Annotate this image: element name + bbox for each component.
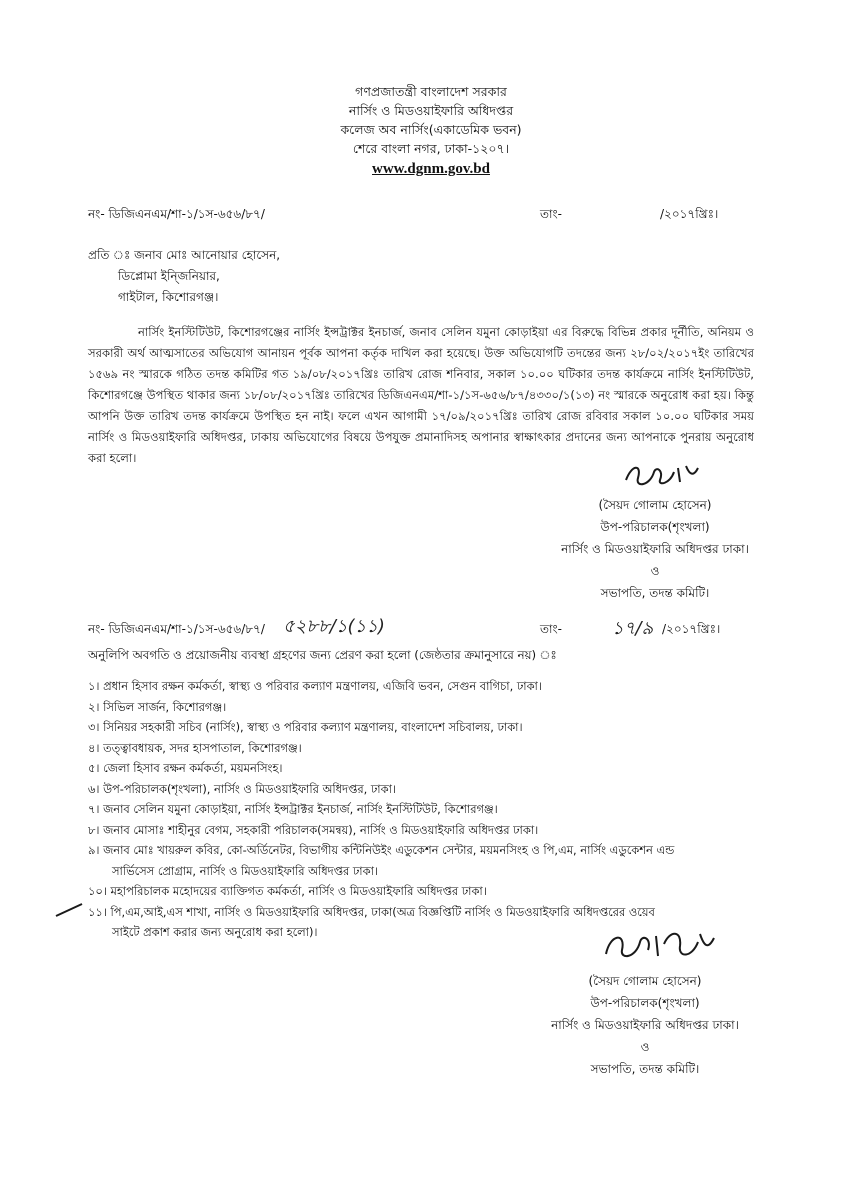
- list-item: ২। সিভিল সার্জন, কিশোরগঞ্জ।: [88, 699, 227, 714]
- memo2-date-label: তাং-: [540, 622, 562, 636]
- signatory-name: (সৈয়দ গোলাম হোসেন): [598, 498, 712, 512]
- signatory-role: সভাপতি, তদন্ত কমিটি।: [590, 1062, 700, 1076]
- list-item: ১। প্রধান হিসাব রক্ষন কর্মকর্তা, স্বাস্থ্য ও পরিবার কল্যাণ মন্ত্রণালয়, এজিবি ভবন, সেগুন বাগিচা, ঢাকা।: [88, 679, 542, 693]
- memo-ref: নং- ডিজিএনএম/শা-১/১স-৬৫৬/৮৭/: [88, 207, 265, 221]
- address: শেরে বাংলা নগর, ঢাকা-১২০৭।: [352, 141, 510, 156]
- check-mark: [52, 898, 92, 922]
- copy-distribution-heading: অনুলিপি অবগতি ও প্রয়োজনীয় ব্যবস্থা গ্রহণের জন্য প্রেরণ করা হলো (জেষ্ঠতার ক্রমানুসারে নয়) ঃ: [88, 648, 557, 662]
- list-item: ৫। জেলা হিসাব রক্ষন কর্মকর্তা, ময়মনসিংহ।: [88, 761, 283, 775]
- signature-mark: [620, 458, 710, 492]
- recipient-block: [88, 245, 280, 308]
- memo2-handwritten-ref: ৫২৮৮/১(১১): [283, 616, 385, 637]
- list-item: ৬। উপ-পরিচালক(শৃংখলা), নার্সিং ও মিডওয়াইফারি অধিদপ্তর, ঢাকা।: [88, 781, 396, 796]
- conjunction: ও: [640, 1040, 650, 1054]
- website-link[interactable]: www.dgnm.gov.bd: [372, 161, 490, 177]
- letter-body: নার্সিং ইনস্টিটিউট, কিশোরগঞ্জের নার্সিং ইন্সট্রাক্টর ইনচার্জ, জনাব সেলিন যমুনা কোড়াইয়া এর বিরুদ্ধে বিভিন্ন প্রকার দূর্নীতি, অনিয়ম ও সরকারী অর্থ আত্মসাতের অভিযোগ আনায়ন পূর্বক আপনা কর্তৃক দাখিল করা হয়েছে। উক্ত অভিযোগটি তদন্তের জন্য ২৮/০২/২০১৭ইং তারিখের ১৫৬৯ নং স্মারকে গঠিত তদন্ত কমিটির গত ১৯/০৮/২০১৭খ্রিঃ তারিখ রোজ শনিবার, সকাল ১০.০০ ঘটিকার তদন্ত কার্যক্রমে নার্সিং ইনস্টিটিউট, কিশোরগঞ্জে উপস্থিত থাকার জন্য ১৮/০৮/২০১৭খ্রিঃ তারিখের ডিজিএনএম/শা-১/১স-৬৫৬/৮৭/৪৩৩০/১(১৩) নং স্মারকে অনুরোধ করা হয়। কিন্তু আপনি উক্ত তারিখ তদন্ত কার্যক্রমে উপস্থিত হন নাই। ফলে এখন আগামী ১৭/০৯/২০১৭খ্রিঃ তারিখ রোজ রবিবার সকাল ১০.০০ ঘটিকার সময় নার্সিং ও মিডওয়াইফারি অধিদপ্তর, ঢাকায় অভিযোগের বিষয়ে উপযুক্ত প্রমানাদিসহ অপানার স্বাক্ষাৎকার প্রদানের জন্য আপনাকে পুনরায় অনুরোধ করা হলো।: [88, 325, 754, 465]
- memo-date-label: তাং-: [540, 207, 562, 221]
- list-item: ৪। তত্ত্বাবধায়ক, সদর হাসপাতাল, কিশোরগঞ্জ।: [88, 740, 302, 755]
- memo2-ref: নং- ডিজিএনএম/শা-১/১স-৬৫৬/৮৭/: [88, 622, 265, 636]
- list-item: ১০। মহাপরিচালক মহোদয়ের ব্যাক্তিগত কর্মকর্তা, নার্সিং ও মিডওয়াইফারি অধিদপ্তর ঢাকা।: [88, 884, 487, 898]
- list-item: ৭। জনাব সেলিন যমুনা কোড়াইয়া, নার্সিং ইন্সট্রাক্টর ইনচার্জ, নার্সিং ইনস্টিটিউট, কিশোরগঞ্জ।: [88, 802, 498, 816]
- signatory-name: (সৈয়দ গোলাম হোসেন): [588, 974, 702, 988]
- signature-block: [525, 970, 765, 1080]
- memo2-handwritten-date: ১৭/৯: [612, 618, 654, 639]
- college-name: কলেজ অব নার্সিং(একাডেমিক ভবন): [340, 122, 522, 137]
- signatory-title: উপ-পরিচালক(শৃংখলা): [600, 520, 710, 534]
- list-item: ৩। সিনিয়র সহকারী সচিব (নার্সিং), স্বাস্থ্য ও পরিবার কল্যাণ মন্ত্রণালয়, বাংলাদেশ সচিবালয়, ঢাকা।: [88, 720, 523, 734]
- recipient-designation: ডিপ্লোমা ইন্জিনিয়ার,: [118, 269, 220, 283]
- conjunction: ও: [650, 564, 660, 578]
- list-item-continued: সার্ভিসেস প্রোগ্রাম, নার্সিং ও মিডওয়াইফারি অধিদপ্তর ঢাকা।: [112, 863, 378, 878]
- list-item-continued: সাইটে প্রকাশ করার জন্য অনুরোধ করা হলো)।: [112, 925, 318, 939]
- signatory-role: সভাপতি, তদন্ত কমিটি।: [600, 586, 710, 600]
- signatory-title: উপ-পরিচালক(শৃংখলা): [590, 996, 700, 1010]
- signature-block: [540, 494, 770, 604]
- letterhead: [0, 82, 862, 179]
- recipient-name: প্রতি ঃ জনাব মোঃ আনোয়ার হোসেন,: [88, 248, 281, 262]
- signatory-office: নার্সিং ও মিডওয়াইফারি অধিদপ্তর ঢাকা।: [561, 542, 749, 556]
- govt-name: গণপ্রজাতন্ত্রী বাংলাদেশ সরকার: [355, 84, 507, 99]
- list-item: ৯। জনাব মোঃ খায়রুল কবির, কো-অর্ডিনেটর, বিভাগীয় কন্টিনিউইং এডুকেশন সেন্টার, ময়মনসিংহ ও পি,এম, নার্সিং এডুকেশন এন্ড: [88, 843, 675, 857]
- copy-list: [88, 676, 788, 943]
- memo-date: /২০১৭খ্রিঃ।: [660, 207, 719, 221]
- signature-mark: [600, 924, 720, 968]
- memo2-date: /২০১৭খ্রিঃ।: [662, 622, 721, 636]
- list-item: ১১। পি,এম,আই,এস শাখা, নার্সিং ও মিডওয়াইফারি অধিদপ্তর, ঢাকা(অত্র বিজ্ঞপ্তিটি নার্সিং ও মিডওয়াইফারি অধিদপ্তরের ওয়েব: [88, 904, 655, 919]
- directorate-name: নার্সিং ও মিডওয়াইফারি অধিদপ্তর: [348, 103, 514, 118]
- recipient-address: গাইটাল, কিশোরগঞ্জ।: [118, 290, 219, 304]
- list-item: ৮। জনাব মোসাঃ শাহীনুর বেগম, সহকারী পরিচালক(সমন্বয়), নার্সিং ও মিডওয়াইফারি অধিদপ্তর ঢাকা।: [88, 822, 539, 837]
- signatory-office: নার্সিং ও মিডওয়াইফারি অধিদপ্তর ঢাকা।: [551, 1018, 739, 1032]
